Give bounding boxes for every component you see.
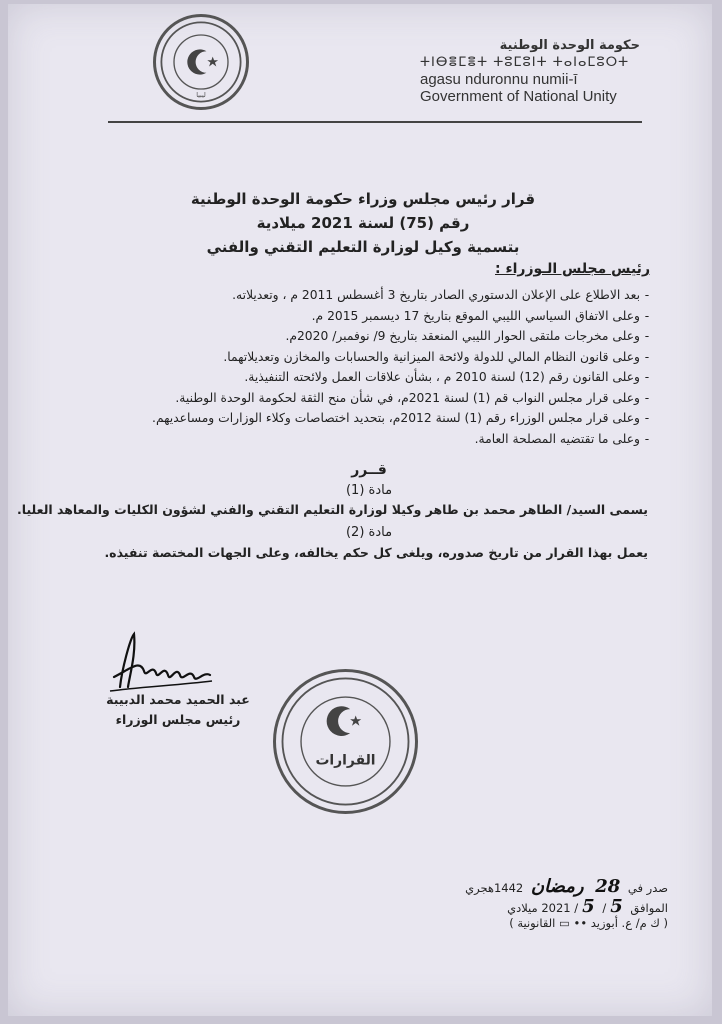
signatory-name: عبد الحميد محمد الدبيبة (106, 692, 250, 707)
signatory-title: رئيس مجلس الوزراء (115, 712, 241, 727)
bullet-icon: - (644, 308, 650, 323)
preamble-clause: -وعلى الاتفاق السياسي الليبي الموقع بتاريخ 17 ديسمبر 2015 م. (54, 306, 654, 327)
preamble-clause: -وعلى ما تقتضيه المصلحة العامة. (54, 429, 654, 450)
seal-label: القرارات (315, 752, 376, 769)
preamble-clause: -وعلى مخرجات ملتقى الحوار الليبي المنعقد بتاريخ 9/ نوفمبر/ 2020م. (54, 326, 654, 347)
issue-date-block (438, 876, 668, 936)
preamble-clause: -بعد الاطلاع على الإعلان الدستوري الصادر بتاريخ 3 أغسطس 2011 م ، وتعديلاته. (54, 285, 654, 306)
greg-day: 5 (610, 896, 623, 917)
article-2-heading: مادة (2) (345, 525, 393, 540)
bullet-icon: - (644, 370, 650, 384)
government-seal-top (153, 14, 249, 110)
separator-icon: •• (573, 916, 588, 930)
bullet-icon: - (644, 390, 650, 405)
decree-title: قرار رئيس مجلس وزراء حكومة الوحدة الوطنية (190, 190, 536, 208)
header-divider (108, 121, 642, 123)
letterhead-arabic: حكومة الوحدة الوطنية (499, 38, 640, 53)
preamble-clause: -وعلى القانون رقم (12) لسنة 2010 م ، بشأن علاقات العمل ولائحته التنفيذية. (54, 367, 654, 388)
preamble-clauses (54, 285, 654, 449)
greg-month: 5 (582, 896, 595, 917)
hijri-day: 28 (595, 876, 621, 897)
decision-heading: قــرر (351, 462, 387, 478)
bullet-icon: - (644, 349, 650, 364)
handwritten-signature (100, 629, 220, 699)
decree-number: رقم (75) لسنة 2021 ميلادية (256, 214, 470, 232)
decree-subject: بتسمية وكيل لوزارة التعليم التقني والفني (206, 238, 520, 256)
article-2-text: يعمل بهذا القرار من تاريخ صدوره، ويلغى كل حكم يخالفه، وعلى الجهات المختصة تنفيذه. (104, 545, 648, 560)
article-1-text: يسمى السيد/ الطاهر محمد بن طاهر وكيلا لوزارة التعليم التقني والفني لشؤون الكليات والمعاهد العليا. (17, 502, 648, 517)
bullet-icon: - (644, 288, 650, 302)
letterhead (420, 38, 640, 105)
reference-line: ( ك م/ ع. أبوزيد •• ▭ القانونية ) (509, 916, 668, 930)
letterhead-english: Government of National Unity (420, 88, 617, 105)
letterhead-berber: agasu nduronnu numii-ī (420, 71, 578, 88)
gregorian-date-line: الموافق 5/ 5/ 2021 ميلادي (507, 896, 668, 917)
hijri-date-line: صدر في 28 رمضان 1442هجري (465, 876, 668, 897)
bullet-icon: - (644, 411, 650, 425)
bullet-icon: - (644, 329, 650, 343)
decrees-department-seal (273, 669, 418, 814)
article-1-heading: مادة (1) (345, 483, 393, 498)
hijri-month: رمضان (530, 876, 584, 897)
printer-icon: ▭ (559, 916, 570, 930)
preamble-clause: -وعلى قرار مجلس الوزراء رقم (1) لسنة 2012م، بتحديد اختصاصات وكلاء الوزارات ومساعديهم. (54, 408, 654, 429)
authority-heading: رئيس مجلس الـوزراء : (495, 261, 650, 277)
svg-text:ليبيا: ليبيا (196, 92, 206, 100)
letterhead-tifinagh: ⵜⵏⴱⴻⵎⴻⵜ ⵜⵓⵎⵓⵏⵜ ⵜⴰⵏⴰⵎⵓⵔⵜ (420, 55, 630, 70)
preamble-clause: -وعلى قانون النظام المالي للدولة ولائحة الميزانية والحسابات والمخازن وتعديلاتهما. (54, 347, 654, 368)
bullet-icon: - (644, 431, 650, 446)
document-page (8, 4, 712, 1016)
preamble-clause: -وعلى قرار مجلس النواب قم (1) لسنة 2021م، في شأن منح الثقة لحكومة الوحدة الوطنية. (54, 388, 654, 409)
